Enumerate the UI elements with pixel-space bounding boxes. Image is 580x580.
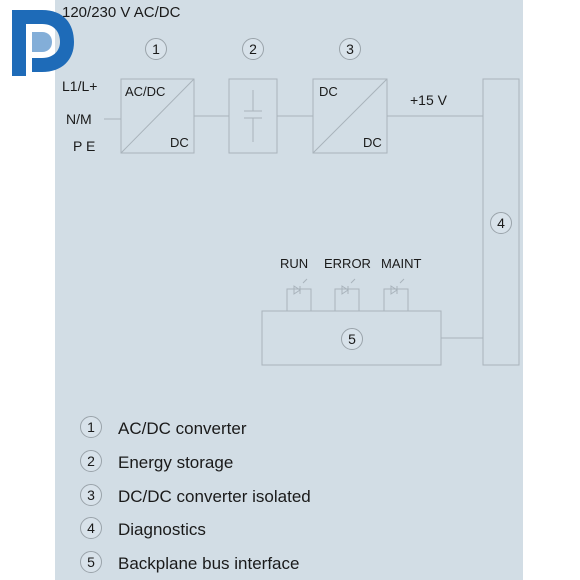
block-4-number: 4 — [490, 212, 512, 234]
block-1-bottom-label: DC — [170, 135, 189, 150]
led-error-icon — [342, 286, 348, 294]
input-label-nm: N/M — [66, 111, 92, 127]
legend-number: 5 — [80, 551, 102, 573]
block-3-number: 3 — [339, 38, 361, 60]
input-label-l1: L1/L+ — [62, 78, 98, 94]
legend-text: AC/DC converter — [118, 419, 247, 438]
led-run-box — [287, 289, 311, 311]
legend-text: Energy storage — [118, 453, 234, 472]
legend-number: 3 — [80, 484, 102, 506]
led-maint-icon — [391, 286, 397, 294]
led-label-maint: MAINT — [381, 256, 422, 271]
led-run-icon — [294, 286, 300, 294]
supply-voltage-title: 120/230 V AC/DC — [62, 4, 181, 21]
legend-number: 1 — [80, 416, 102, 438]
legend-text: Backplane bus interface — [118, 554, 300, 573]
legend-number: 4 — [80, 517, 102, 539]
block-3-bottom-label: DC — [363, 135, 382, 150]
led-maint-box — [384, 289, 408, 311]
legend-number: 2 — [80, 450, 102, 472]
block-1-number: 1 — [145, 38, 167, 60]
input-label-pe: P E — [73, 138, 96, 154]
block-1-top-label: AC/DC — [125, 84, 166, 99]
led-label-run: RUN — [280, 256, 309, 271]
block-3-top-label: DC — [319, 84, 338, 99]
output-voltage-label: +15 V — [410, 92, 447, 108]
led-label-error: ERROR — [324, 256, 371, 271]
legend-text: Diagnostics — [118, 520, 206, 539]
block-5-number: 5 — [341, 328, 363, 350]
legend-text: DC/DC converter isolated — [118, 487, 311, 506]
led-error-box — [335, 289, 359, 311]
block-2-number: 2 — [242, 38, 264, 60]
